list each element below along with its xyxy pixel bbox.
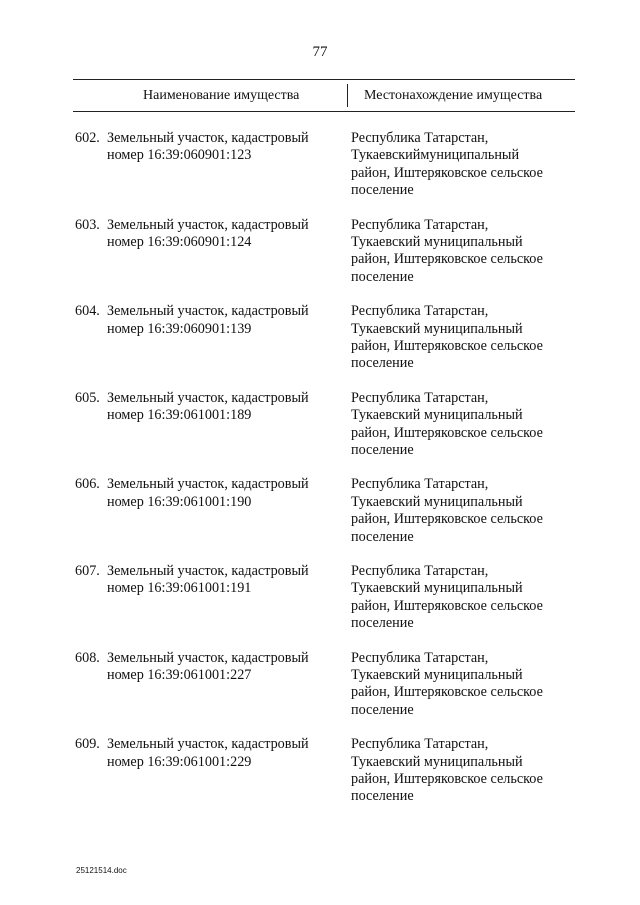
property-location-line: Республика Татарстан, bbox=[351, 476, 489, 493]
property-name bbox=[107, 736, 309, 771]
property-location-line: Республика Татарстан, bbox=[351, 303, 489, 320]
property-list bbox=[0, 130, 640, 823]
row-number: 602. bbox=[75, 130, 100, 146]
property-location-line: поселение bbox=[351, 268, 414, 285]
property-name-line: Земельный участок, кадастровый bbox=[107, 389, 309, 406]
row-number: 604. bbox=[75, 303, 100, 320]
property-location-line: Республика Татарстан, bbox=[351, 649, 489, 666]
table-row bbox=[0, 476, 640, 563]
property-location bbox=[351, 130, 543, 200]
property-location-line: поселение bbox=[351, 788, 414, 805]
property-name-line: Земельный участок, кадастровый bbox=[107, 476, 309, 493]
property-location-line: Тукаевский муниципальный bbox=[351, 407, 523, 424]
row-number: 605. bbox=[75, 389, 100, 406]
row-number: 603. bbox=[75, 216, 100, 233]
property-name-line: номер 16:39:061001:190 bbox=[107, 493, 252, 510]
header-divider bbox=[347, 84, 348, 107]
property-location-line: район, Иштеряковское сельское bbox=[351, 511, 543, 528]
property-name bbox=[107, 563, 309, 598]
table-row bbox=[0, 650, 640, 737]
property-location-line: Тукаевскиймуниципальный bbox=[351, 147, 520, 164]
table-row bbox=[0, 563, 640, 650]
property-location-line: поселение bbox=[351, 355, 414, 372]
header-location-column: Местонахождение имущества bbox=[364, 88, 543, 103]
property-location bbox=[351, 390, 543, 460]
property-name-line: номер 16:39:061001:229 bbox=[107, 753, 252, 770]
property-location-line: Тукаевский муниципальный bbox=[351, 753, 523, 770]
table-row bbox=[0, 736, 640, 823]
property-name bbox=[107, 217, 309, 252]
property-location-line: район, Иштеряковское сельское bbox=[351, 684, 543, 701]
property-name-line: номер 16:39:060901:139 bbox=[107, 320, 252, 337]
property-location-line: район, Иштеряковское сельское bbox=[351, 251, 543, 268]
property-name-line: Земельный участок, кадастровый bbox=[107, 649, 309, 666]
property-name-line: номер 16:39:060901:123 bbox=[107, 147, 252, 164]
row-number: 607. bbox=[75, 562, 100, 579]
property-location bbox=[351, 736, 543, 806]
property-location-line: Тукаевский муниципальный bbox=[351, 320, 523, 337]
row-number: 609. bbox=[75, 736, 100, 753]
property-location-line: поселение bbox=[351, 701, 414, 718]
property-location-line: Тукаевский муниципальный bbox=[351, 234, 523, 250]
property-name bbox=[107, 476, 309, 511]
property-name bbox=[107, 130, 309, 165]
property-name-line: Земельный участок, кадастровый bbox=[107, 216, 309, 233]
property-location-line: Тукаевский муниципальный bbox=[351, 666, 523, 683]
table-header bbox=[73, 79, 575, 112]
property-location-line: Республика Татарстан, bbox=[351, 130, 489, 146]
property-name bbox=[107, 303, 309, 338]
property-location-line: район, Иштеряковское сельское bbox=[351, 597, 543, 614]
table-row bbox=[0, 130, 640, 217]
property-name-line: Земельный участок, кадастровый bbox=[107, 303, 309, 320]
property-location bbox=[351, 650, 543, 720]
property-location bbox=[351, 476, 543, 546]
property-location-line: поселение bbox=[351, 528, 414, 545]
table-row bbox=[0, 390, 640, 477]
property-location-line: поселение bbox=[351, 615, 414, 632]
page-number: 77 bbox=[312, 44, 328, 60]
property-location bbox=[351, 563, 543, 633]
property-name-line: номер 16:39:061001:191 bbox=[107, 580, 252, 597]
row-number: 608. bbox=[75, 649, 100, 666]
property-name bbox=[107, 650, 309, 685]
document-filename: 25121514.doc bbox=[76, 866, 127, 875]
property-location-line: Тукаевский муниципальный bbox=[351, 580, 523, 597]
property-name-line: номер 16:39:060901:124 bbox=[107, 234, 252, 250]
row-number: 606. bbox=[75, 476, 100, 493]
property-name-line: номер 16:39:061001:189 bbox=[107, 407, 252, 424]
property-location bbox=[351, 217, 543, 287]
property-location-line: Республика Татарстан, bbox=[351, 736, 489, 753]
property-name-line: Земельный участок, кадастровый bbox=[107, 736, 309, 753]
property-location-line: район, Иштеряковское сельское bbox=[351, 338, 543, 354]
property-name-line: номер 16:39:061001:227 bbox=[107, 666, 252, 683]
property-location-line: поселение bbox=[351, 182, 414, 199]
property-location-line: Республика Татарстан, bbox=[351, 389, 489, 406]
property-location bbox=[351, 303, 543, 373]
property-name bbox=[107, 390, 309, 425]
header-name-column: Наименование имущества bbox=[143, 88, 300, 103]
property-location-line: район, Иштеряковское сельское bbox=[351, 770, 543, 787]
property-location-line: поселение bbox=[351, 442, 414, 458]
property-name-line: Земельный участок, кадастровый bbox=[107, 562, 309, 579]
table-row bbox=[0, 217, 640, 304]
property-location-line: Тукаевский муниципальный bbox=[351, 493, 523, 510]
table-row bbox=[0, 303, 640, 390]
property-location-line: район, Иштеряковское сельское bbox=[351, 424, 543, 441]
property-location-line: Республика Татарстан, bbox=[351, 562, 489, 579]
property-name-line: Земельный участок, кадастровый bbox=[107, 130, 309, 146]
property-location-line: район, Иштеряковское сельское bbox=[351, 164, 543, 181]
property-location-line: Республика Татарстан, bbox=[351, 216, 489, 233]
